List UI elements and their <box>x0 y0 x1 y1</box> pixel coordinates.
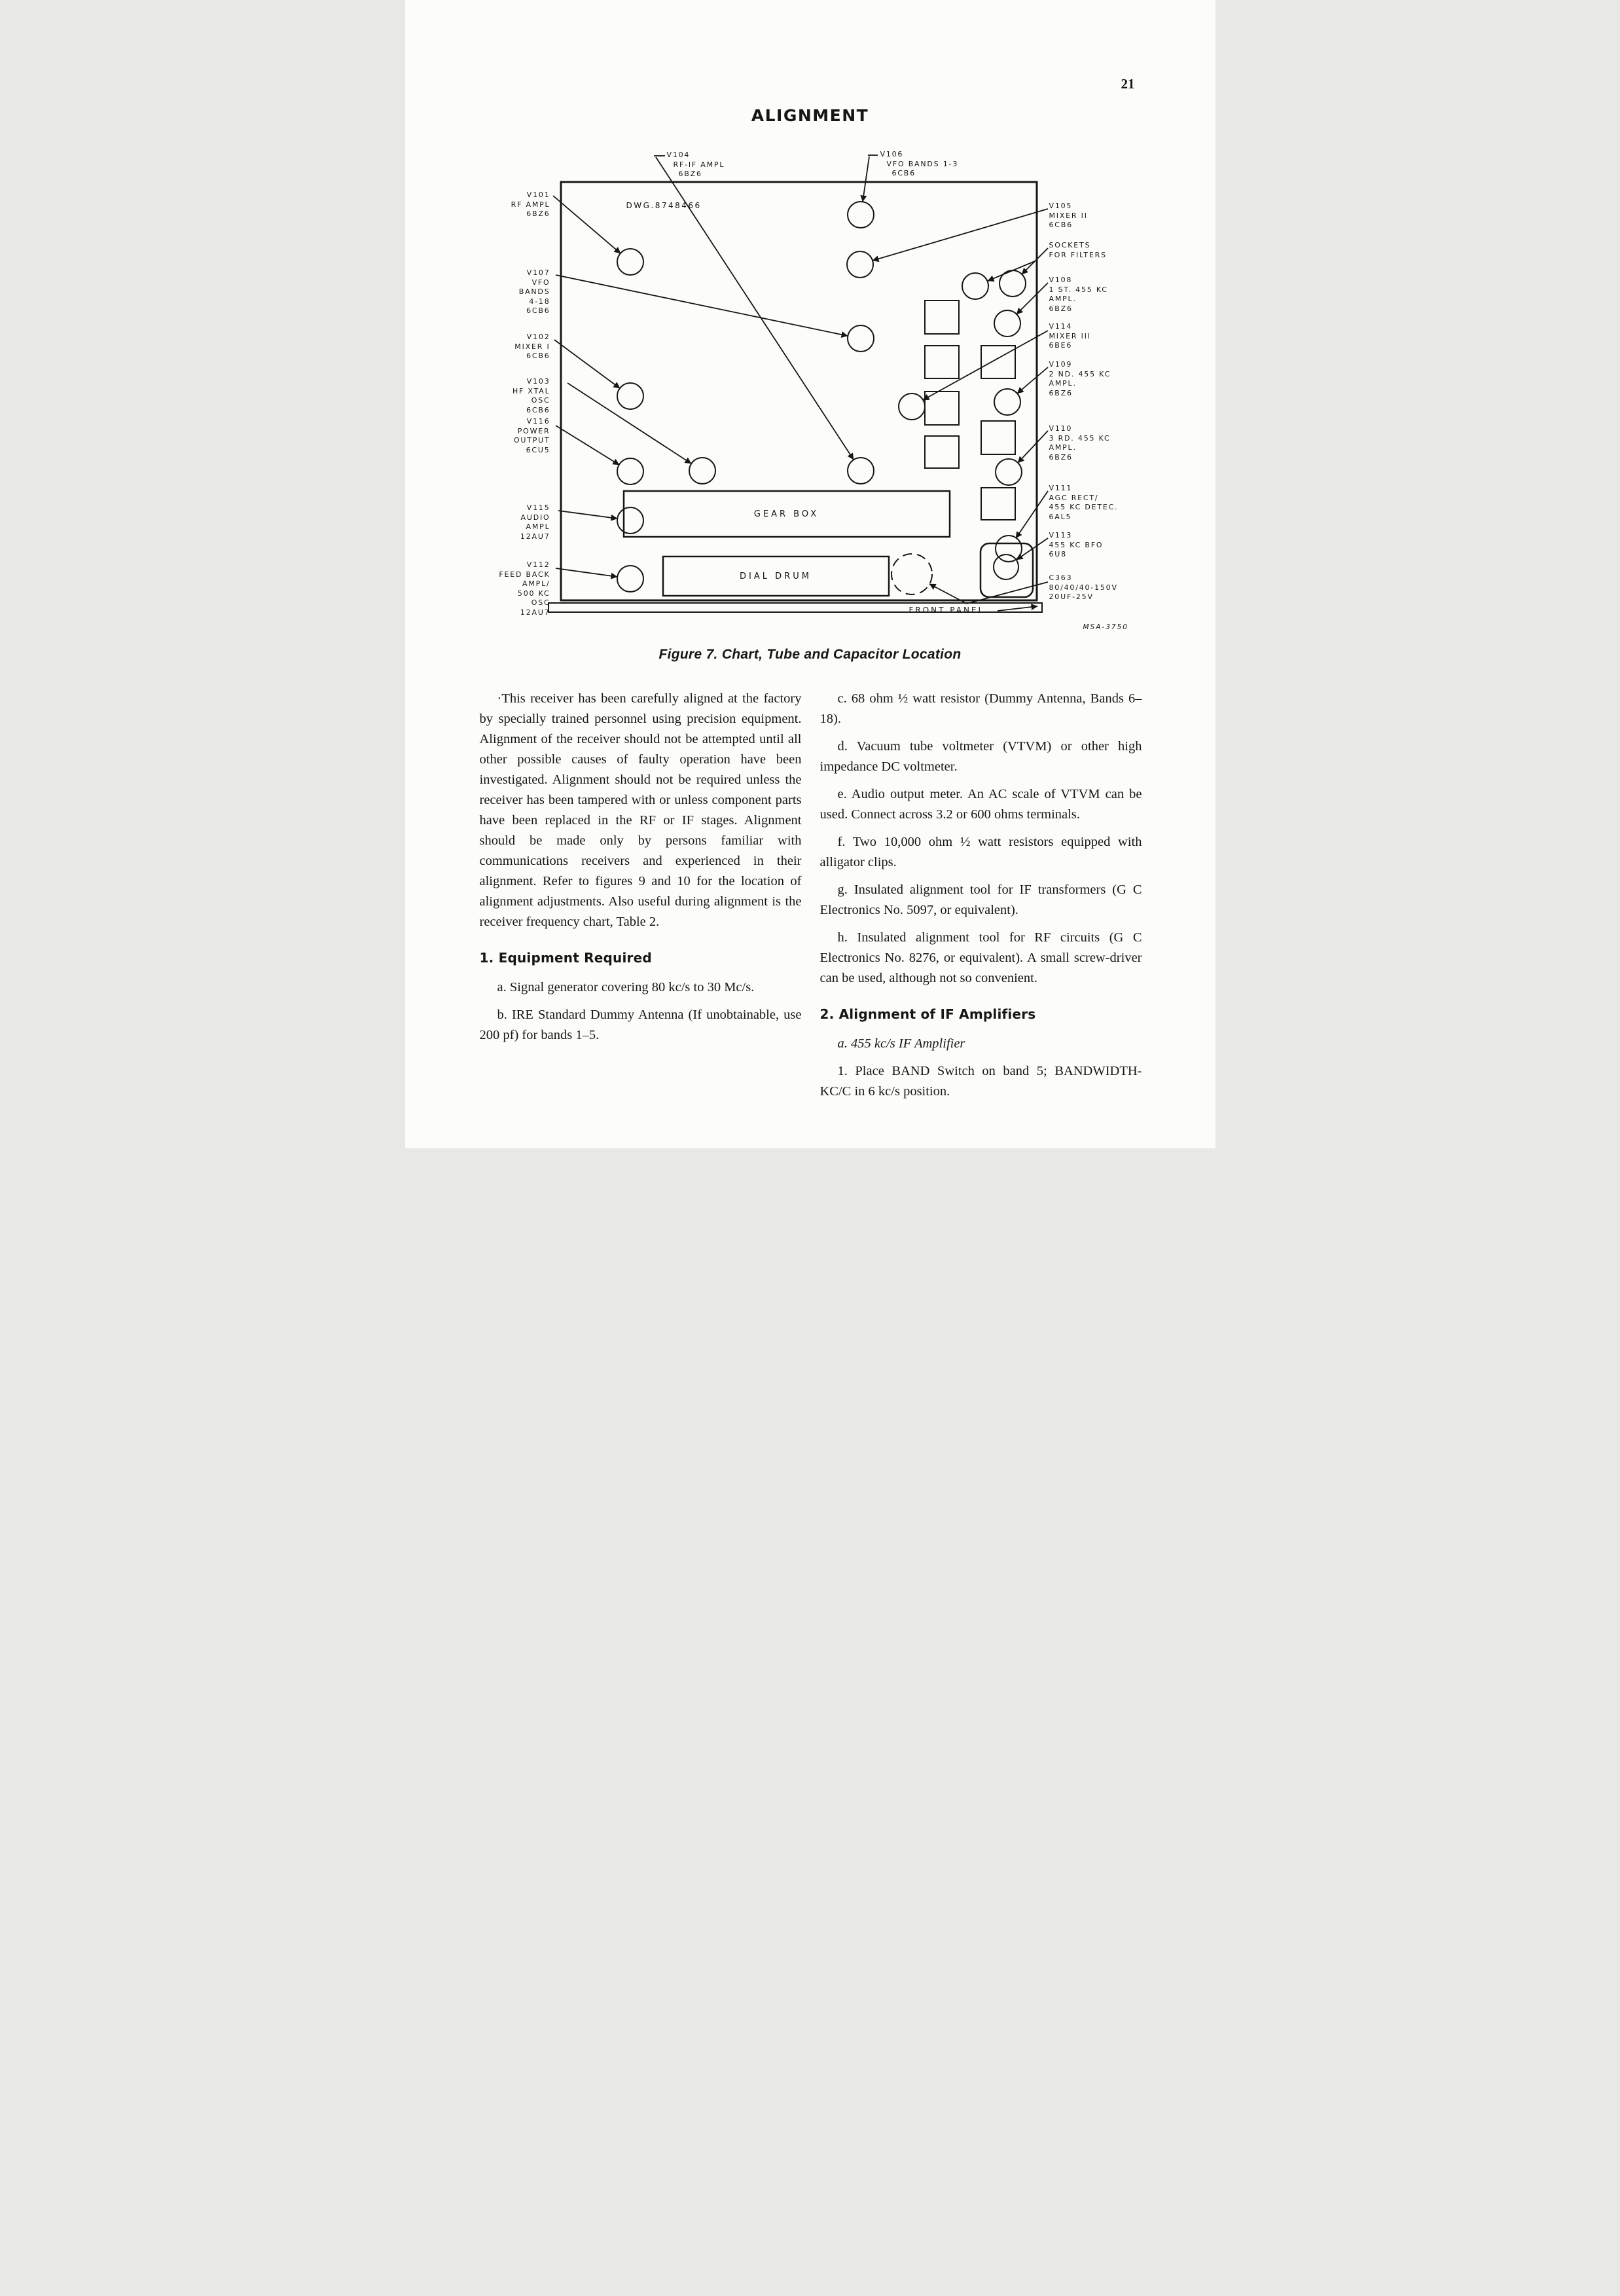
filter-square <box>981 488 1015 520</box>
label-line: 2 ND. 455 KC <box>1049 369 1111 378</box>
tube-label-v105 <box>1049 202 1088 230</box>
gear-box-label: GEAR BOX <box>753 509 819 519</box>
section1-heading: 1. Equipment Required <box>479 950 652 966</box>
tube-label-v102 <box>514 333 550 361</box>
equipment-item-b: b. IRE Standard Dummy Antenna (If unobtainable, use 200 pf) for bands 1–5. <box>479 1008 802 1042</box>
equipment-item-h: h. Insulated alignment tool for RF circuits (G C Electronics No. 8276, or equivalent). A small screw-driver can be used, although not so convenient. <box>819 930 1142 985</box>
label-line: V108 <box>1049 276 1073 284</box>
sockets-label <box>1049 241 1107 260</box>
tube-label-v113 <box>1049 531 1104 560</box>
label-line: 455 KC BFO <box>1049 540 1104 549</box>
tube-v109 <box>994 389 1020 415</box>
label-line: 12AU7 <box>520 532 550 541</box>
label-line: FOR FILTERS <box>1049 250 1107 259</box>
label-line: AMPL. <box>1049 295 1077 303</box>
label-line: MIXER I <box>514 342 550 351</box>
label-line: V113 <box>1049 531 1073 539</box>
label-line: 6BE6 <box>1049 341 1073 350</box>
tube-v116 <box>617 458 643 484</box>
label-line: AMPL. <box>1049 443 1077 452</box>
label-line: 4-18 <box>529 297 550 306</box>
filter-square <box>925 346 959 378</box>
tube-label-v111 <box>1049 484 1119 522</box>
label-line: V102 <box>526 333 550 341</box>
label-line: AMPL <box>526 522 550 531</box>
filter-square <box>925 301 959 334</box>
section2-subheading: a. 455 kc/s IF Amplifier <box>837 1036 965 1051</box>
label-line: V107 <box>526 268 550 277</box>
label-line: 455 KC DETEC. <box>1049 503 1119 511</box>
label-line: 6AL5 <box>1049 512 1072 521</box>
label-line: V112 <box>526 560 550 569</box>
label-line: AMPL. <box>1049 379 1077 388</box>
label-line: 500 KC <box>517 589 550 598</box>
tube-label-v108 <box>1049 276 1108 314</box>
label-line: V116 <box>526 417 550 426</box>
label-line: V110 <box>1049 424 1073 433</box>
tube-v111 <box>996 536 1022 562</box>
section2-heading: 2. Alignment of IF Amplifiers <box>819 1006 1036 1022</box>
label-line: VFO BANDS 1-3 <box>886 159 959 168</box>
tube-label-v104 <box>667 151 725 179</box>
filter-square <box>981 346 1015 378</box>
equipment-item-f: f. Two 10,000 ohm ½ watt resistors equipped with alligator clips. <box>819 835 1142 869</box>
label-line: 6BZ6 <box>526 210 550 218</box>
label-line: VFO <box>531 278 550 287</box>
figure-caption: Figure 7. Chart, Tube and Capacitor Location <box>658 647 962 662</box>
filter-socket-hole-left <box>962 273 988 299</box>
label-line: MIXER III <box>1049 331 1091 340</box>
front-panel-label: FRONT PANEL <box>909 606 985 615</box>
label-line: FEED BACK <box>499 570 550 579</box>
tube-v102 <box>617 383 643 409</box>
label-line: BANDS <box>518 287 550 296</box>
label-line: 6BZ6 <box>1049 388 1073 397</box>
label-line: POWER <box>517 426 550 435</box>
label-line: C363 <box>1049 574 1073 582</box>
tube-v104 <box>848 458 874 484</box>
msa-number: MSA-3750 <box>1083 623 1128 631</box>
label-line: 6CB6 <box>891 169 916 177</box>
label-line: 6CB6 <box>1049 221 1073 229</box>
tube-label-v112 <box>499 560 550 617</box>
label-line: V111 <box>1049 484 1073 492</box>
label-line: 6CU5 <box>526 445 550 454</box>
tube-label-v115 <box>520 503 550 541</box>
label-line: 6U8 <box>1049 550 1067 558</box>
drawing-number: DWG.8748466 <box>626 201 702 210</box>
label-line: 6BZ6 <box>1049 452 1073 462</box>
label-line: RF-IF AMPL <box>673 160 725 169</box>
label-line: 20UF-25V <box>1049 592 1094 601</box>
label-line: 6BZ6 <box>1049 304 1073 313</box>
filter-square <box>981 421 1015 454</box>
equipment-item-c: c. 68 ohm ½ watt resistor (Dummy Antenna, Bands 6–18). <box>819 691 1142 726</box>
tube-label-v103 <box>513 377 550 415</box>
equipment-item-d: d. Vacuum tube voltmeter (VTVM) or other high impedance DC voltmeter. <box>819 739 1142 774</box>
label-line: 6CB6 <box>526 352 550 360</box>
label-line: V106 <box>880 150 904 158</box>
label-line: V103 <box>526 377 550 386</box>
tube-label-v101 <box>511 191 550 219</box>
label-line: RF AMPL <box>511 200 550 209</box>
section2-step1: 1. Place BAND Switch on band 5; BANDWIDTH-KC/C in 6 kc/s position. <box>819 1064 1142 1099</box>
tube-label-v116 <box>514 417 550 455</box>
label-line: V109 <box>1049 360 1073 369</box>
label-line: 6CB6 <box>526 306 550 315</box>
capacitor-label-c363 <box>1049 574 1118 602</box>
equipment-item-g: g. Insulated alignment tool for IF transformers (G C Electronics No. 5097, or equivalent). <box>819 883 1142 917</box>
label-line: AMPL/ <box>522 579 550 588</box>
body-column-right <box>820 689 1142 1109</box>
capacitor-dashed-circle <box>891 554 932 594</box>
label-line: V104 <box>666 151 691 159</box>
label-line: 1 ST. 455 KC <box>1049 285 1108 294</box>
tube-v101 <box>617 249 643 275</box>
tube-v105 <box>847 251 873 278</box>
tube-v106 <box>848 202 874 228</box>
label-line: V115 <box>526 503 550 512</box>
equipment-item-a: a. Signal generator covering 80 kc/s to 30 Mc/s. <box>497 980 755 994</box>
tube-v113 <box>994 555 1018 579</box>
tube-v114 <box>899 393 925 420</box>
label-line: 6BZ6 <box>678 170 702 178</box>
tube-v103 <box>689 458 715 484</box>
label-line: OUTPUT <box>513 436 550 445</box>
body-column-left <box>480 689 802 1053</box>
label-line: 6CB6 <box>526 405 550 414</box>
tube-label-v107 <box>519 268 550 316</box>
label-line: HF XTAL <box>512 386 550 395</box>
tube-label-v114 <box>1049 322 1091 351</box>
label-line: V105 <box>1049 202 1073 210</box>
equipment-item-e: e. Audio output meter. An AC scale of VTVM can be used. Connect across 3.2 or 600 ohms terminals. <box>819 787 1142 822</box>
label-line: OSC <box>531 598 550 607</box>
label-line: 3 RD. 455 KC <box>1049 433 1111 443</box>
tube-v112 <box>617 566 643 592</box>
label-line: 80/40/40-150V <box>1049 583 1118 592</box>
label-line: SOCKETS <box>1049 241 1091 249</box>
label-line: V114 <box>1049 322 1073 331</box>
manual-page <box>405 0 1215 1148</box>
label-line: AUDIO <box>520 513 550 522</box>
label-line: AGC RECT/ <box>1049 493 1099 502</box>
filter-square <box>925 436 959 468</box>
label-line: OSC <box>531 396 550 405</box>
page-title: ALIGNMENT <box>751 106 869 125</box>
label-line: MIXER II <box>1049 211 1088 220</box>
label-line: V101 <box>526 191 550 199</box>
bfo-housing <box>981 543 1033 597</box>
intro-paragraph: ·This receiver has been carefully aligned at the factory by specially trained personnel using precision equipment. Alignment of the receiver should not be attempted until all other possible causes of faulty operation have been investigated. Alignment should not be required unless the receiver has been tampered with or unless component parts have been replaced in the RF or IF stages. Alignment should be made only by persons familiar with communications receivers and experienced in their alignment. Refer to figures 9 and 10 for the location of alignment adjustments. Also useful during alignment is the receiver frequency chart, Table 2. <box>479 691 802 929</box>
dial-drum-label: DIAL DRUM <box>740 571 812 581</box>
tube-label-v106 <box>880 150 959 179</box>
tube-label-v110 <box>1049 424 1111 462</box>
page-number: 21 <box>1121 76 1135 92</box>
tube-v107 <box>848 325 874 352</box>
tube-label-v109 <box>1049 360 1111 398</box>
label-line: 12AU7 <box>520 608 550 617</box>
